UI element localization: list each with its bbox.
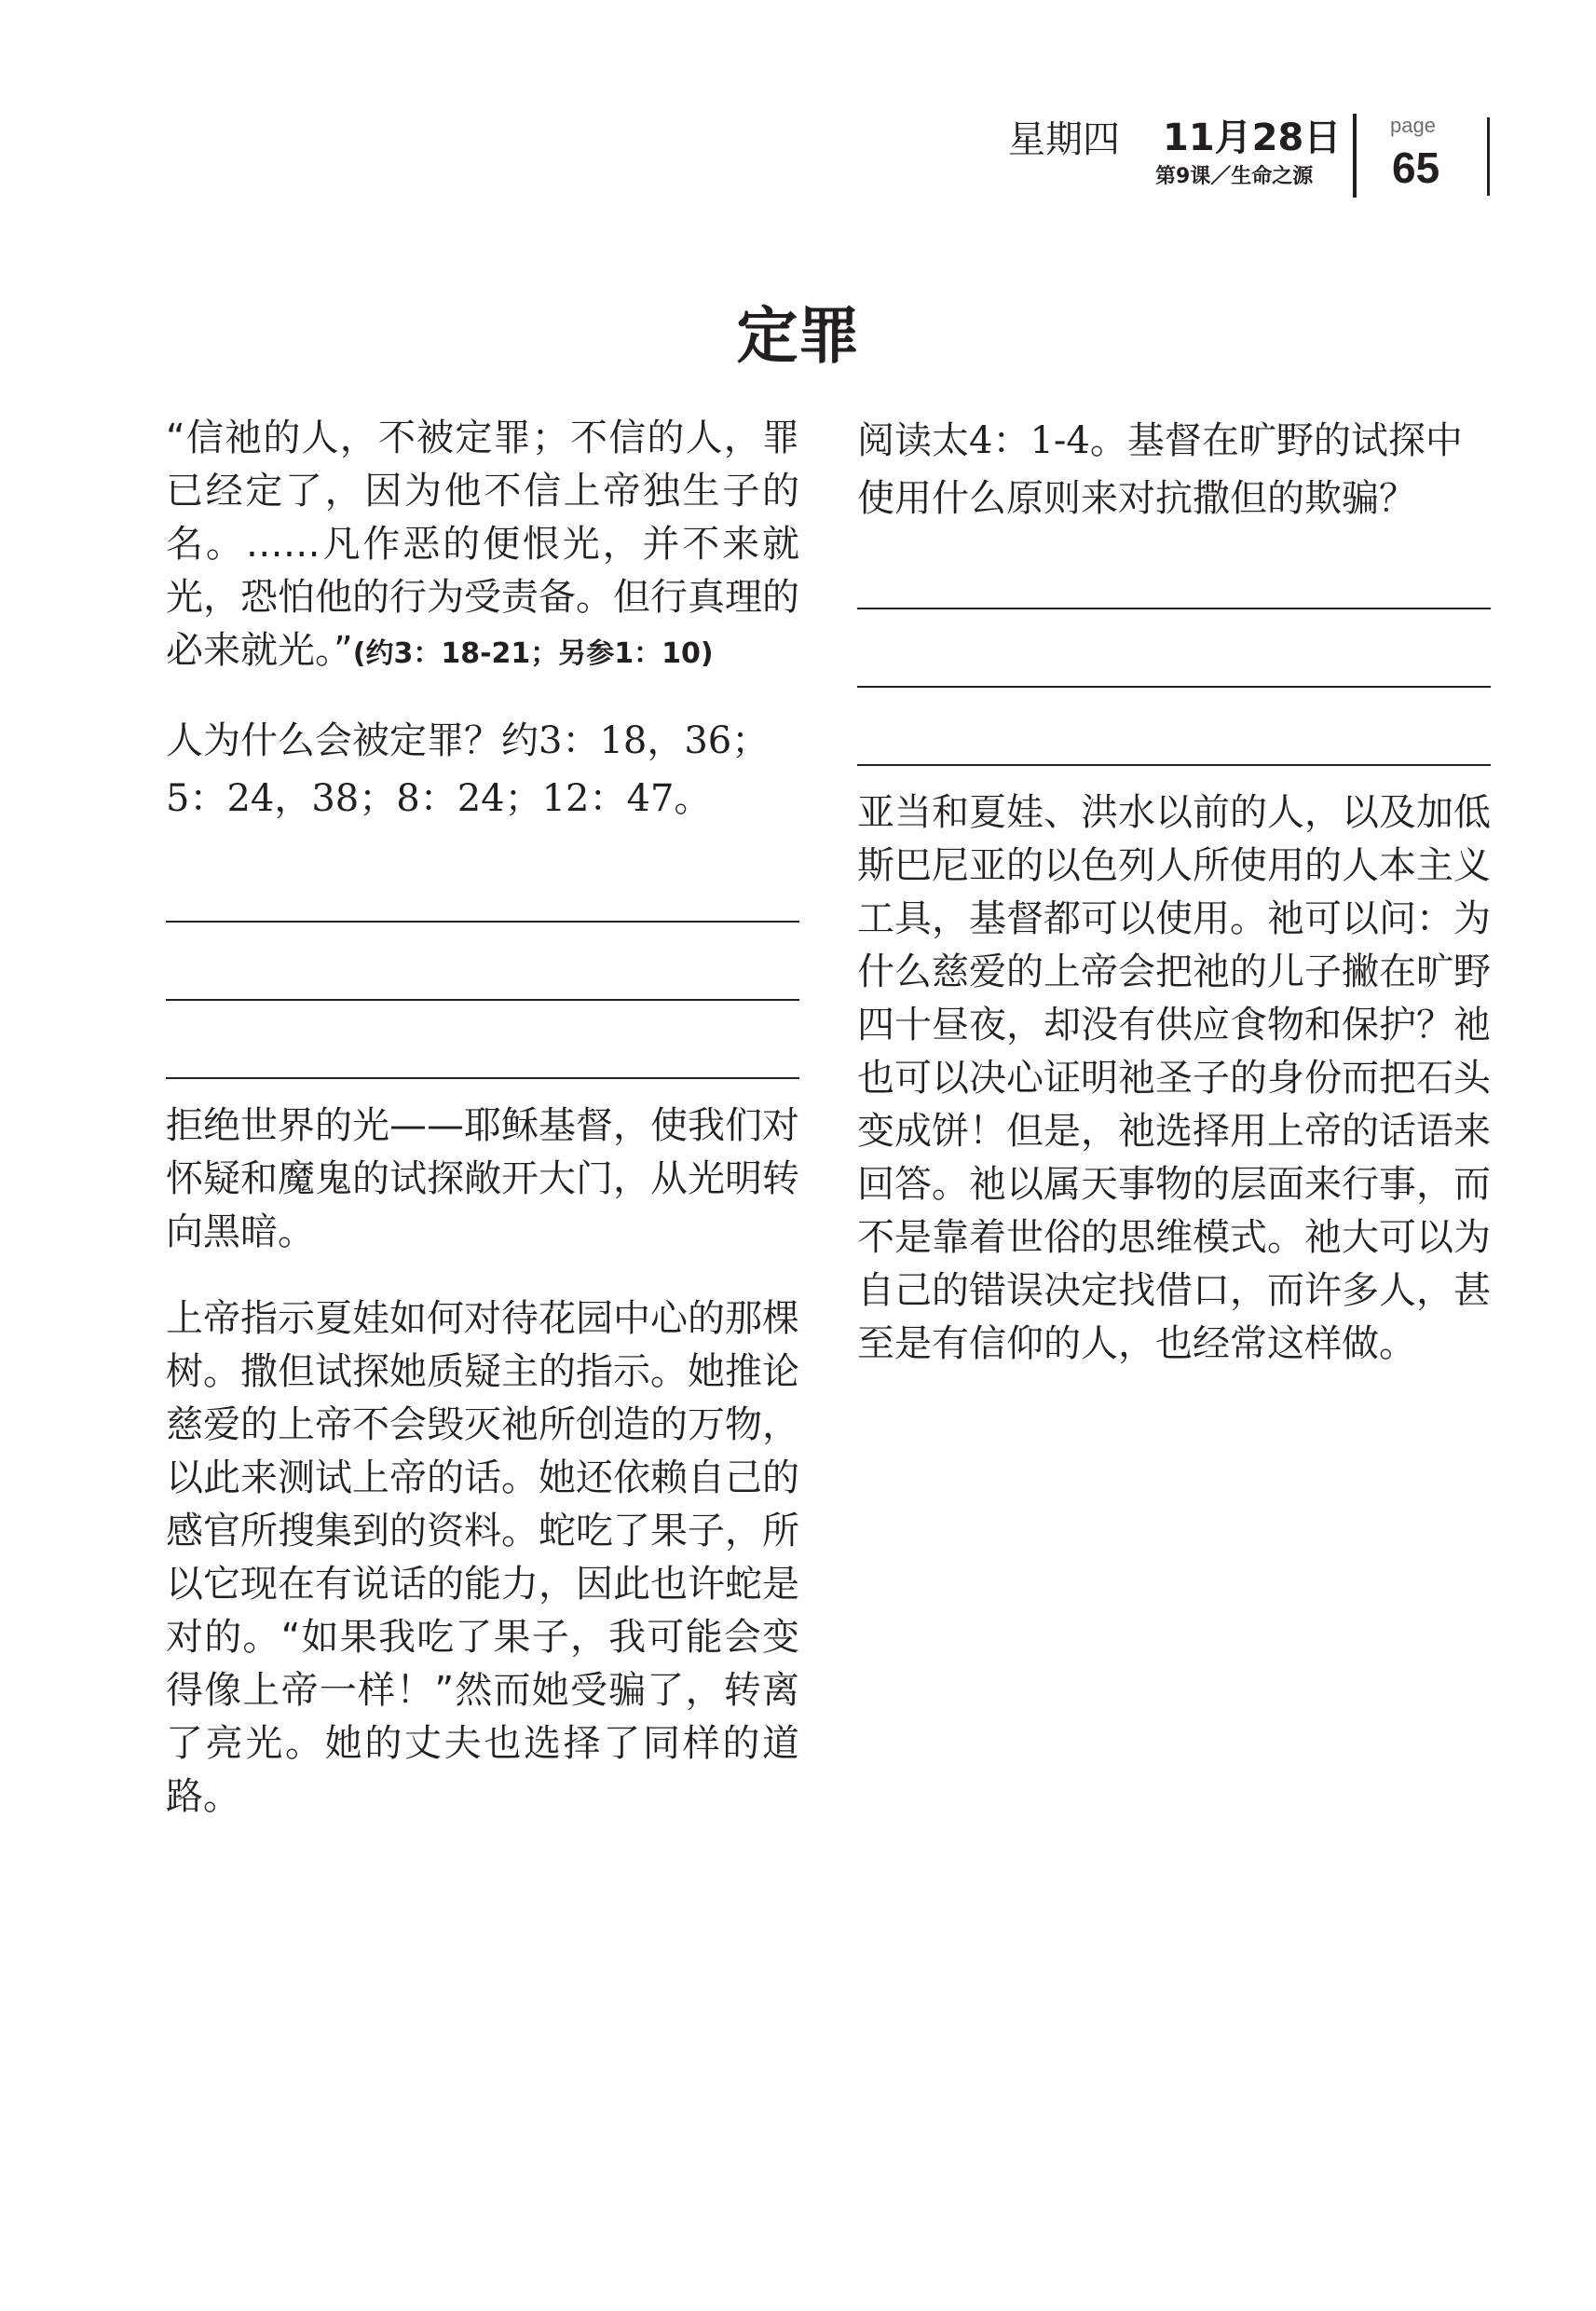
body-paragraph: 拒绝世界的光——耶稣基督，使我们对怀疑和魔鬼的试探敞开大门，从光明转向黑暗。 xyxy=(166,1104,799,1253)
quote-text: “信祂的人，不被定罪；不信的人，罪已经定了，因为他不信上帝独生子的名。……凡作恶的便恨光，并不来就光，恐怕他的行为受责备。但行真理的必来就光。” xyxy=(166,417,799,672)
weekday: 星期四 xyxy=(1008,118,1120,161)
header-rule xyxy=(1487,117,1490,196)
body-paragraph: 亚当和夏娃、洪水以前的人，以及加低斯巴尼亚的以色列人所使用的人本主义工具，基督都可以使用。祂可以问：为什么慈爱的上帝会把祂的儿子撇在旷野四十昼夜，却没有供应食物和保护？祂也可以决心证明祂圣子的身份而把石头变成饼！但是，祂选择用上帝的话语来回答。祂以属天事物的层面来行事，而不是靠着世俗的思维模式。祂大可以为自己的错误决定找借口，而许多人，甚至是有信仰的人，也经常这样做。 xyxy=(857,791,1491,1365)
study-question: 阅读太4：1-4。基督在旷野的试探中使用什么原则来对抗撒但的欺骗？ xyxy=(857,419,1463,520)
body-paragraph: 上帝指示夏娃如何对待花园中心的那棵树。撒但试探她质疑主的指示。她推论慈爱的上帝不会毁灭祂所创造的万物，以此来测试上帝的话。她还依赖自己的感官所搜集到的资料。蛇吃了果子，所以它现在有说话的能力，因此也许蛇是对的。“如果我吃了果子，我可能会变得像上帝一样！”然而她受骗了，转离了亮光。她的丈夫也选择了同样的道路。 xyxy=(166,1297,799,1818)
right-column xyxy=(857,412,1491,1371)
lesson-label: 第9课／生命之源 xyxy=(1155,165,1314,188)
left-column xyxy=(166,412,799,1824)
study-question: 人为什么会被定罪？约3：18，36；5：24，38；8：24；12：47。 xyxy=(166,719,770,820)
header-divider xyxy=(1353,114,1357,198)
date: 11月28日 xyxy=(1163,116,1342,159)
page-title: 定罪 xyxy=(736,299,860,372)
scripture-quote xyxy=(166,412,799,680)
quote-reference: (约3：18-21；另参1：10) xyxy=(352,637,714,670)
page-number: 65 xyxy=(1392,144,1440,192)
page-label: page xyxy=(1390,114,1436,137)
